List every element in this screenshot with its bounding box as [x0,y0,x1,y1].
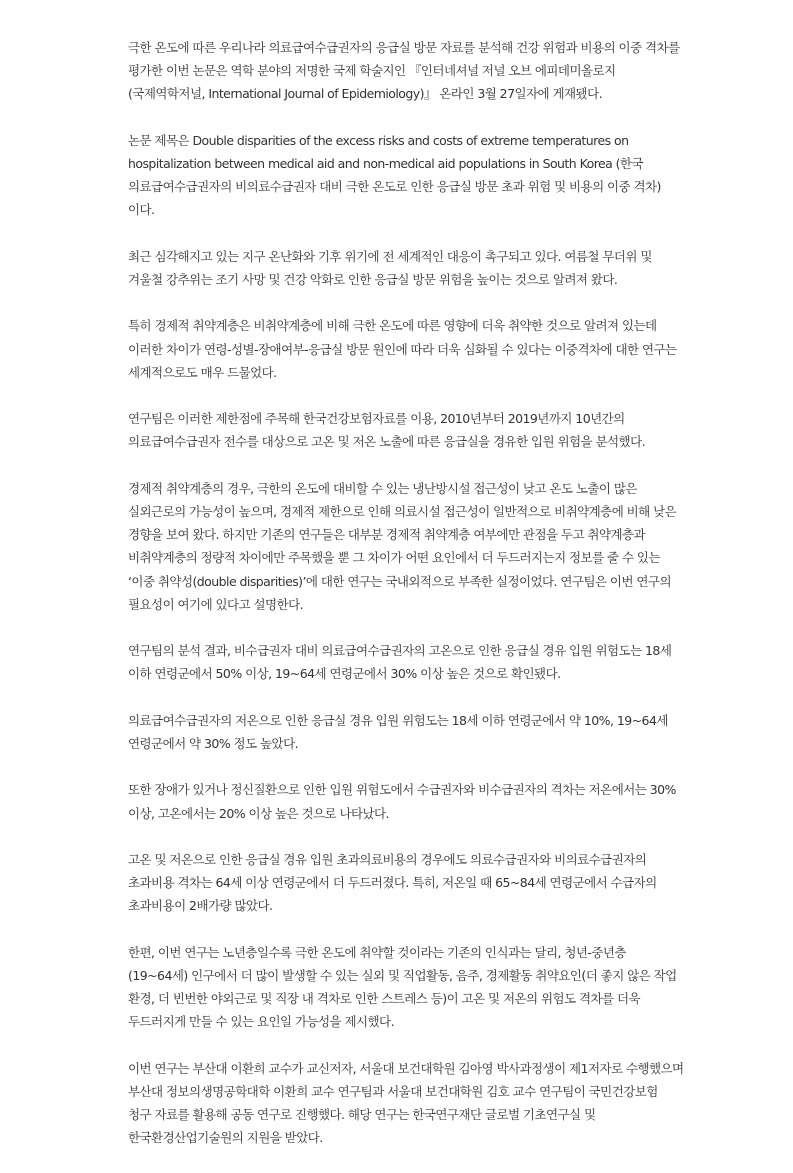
paragraph-result-cold: 의료급여수급권자의 저온으로 인한 응급실 경유 입원 위험도는 18세 이하 연령군에서 약 10%, 19~64세 연령군에서 약 30% 정도 높았다. [128,712,668,751]
paragraph-vulnerability: 특히 경제적 취약계층은 비취약계층에 비해 극한 온도에 따른 영향에 더욱 취약한 것으로 알려져 있는데 이러한 차이가 연령-성별-장애여부-응급실 방문 원인에 따라 더욱 심화될 수 있다는 이중격차에 대한 연구는 세계적으로도 매우 드물었다. [128,318,677,380]
paragraph-result-cost: 고온 및 저온으로 인한 응급실 경유 입원 초과의료비용의 경우에도 의료수급권자와 비의료수급권자의 초과비용 격차는 64세 이상 연령군에서 더 두드러졌다. 특히, 저온일 때 65~84세 연령군에서 수급자의 초과비용이 2배가량 많았다. [128,851,657,914]
paragraph-result-heat: 연구팀의 분석 결과, 비수급권자 대비 의료급여수급권자의 고온으로 인한 응급실 경유 입원 위험도는 18세 이하 연령군에서 50% 이상, 19~64세 연령군에서 30% 이상 높은 것으로 확인됐다. [128,643,672,682]
article-body [128,36,684,1173]
paragraph-climate-context: 최근 심각해지고 있는 지구 온난화와 기후 위기에 전 세계적인 대응이 촉구되고 있다. 여름철 무더위 및 겨울철 강추위는 조기 사망 및 건강 악화로 인한 응급실 방문 위험을 높이는 것으로 알려져 왔다. [128,248,652,287]
paragraph-implication: 한편, 이번 연구는 노년층일수록 극한 온도에 취약할 것이라는 기존의 인식과는 달리, 청년-중년층(19~64세) 인구에서 더 많이 발생할 수 있는 실외 및 직업활동, 음주, 경제활동 취약요인(더 좋지 않은 작업 환경, 더 빈번한 야외근로 및 직장 내 격차로 인한 스트레스 등)이 고온 및 저온의 위험도 격차를 더욱 두드러지게 만들 수 있는 요인일 가능성을 제시했다. [128,944,677,1030]
paragraph-credits: 이번 연구는 부산대 이환희 교수가 교신저자, 서울대 보건대학원 김아영 박사과정생이 제1저자로 수행했으며 부산대 정보의생명공학대학 이환희 교수 연구팀과 서울대 보건대학원 김호 교수 연구팀이 국민건강보험 청구 자료를 활용해 공동 연구로 진행했다. 해당 연구는 한국연구재단 글로벌 기초연구실 및 한국환경산업기술원의 지원을 받았다. [128,1060,684,1146]
paragraph-publication: 극한 온도에 따른 우리나라 의료급여수급권자의 응급실 방문 자료를 분석해 건강 위험과 비용의 이중 격차를 평가한 이번 논문은 역학 분야의 저명한 국제 학술지인 『인터네셔널 저널 오브 에피데미올로지(국제역학저널, International Journal of Epidemiology)』 온라인 3월 27일자에 게재됐다. [128,40,680,102]
paragraph-result-disability: 또한 장애가 있거나 정신질환으로 인한 입원 위험도에서 수급권자와 비수급권자의 격차는 저온에서는 30% 이상, 고온에서는 20% 이상 높은 것으로 나타났다. [128,782,676,821]
paragraph-paper-title: 논문 제목은 Double disparities of the excess risks and costs of extreme temperatures on hospitalization between medical aid and non-medical aid populations in South Korea (한국 의료급여수급권자의 비의료수급권자 대비 극한 온도로 인한 응급실 방문 초과 위험 및 비용의 이중 격차)이다. [128,132,661,218]
paragraph-method: 연구팀은 이러한 제한점에 주목해 한국건강보험자료를 이용, 2010년부터 2019년까지 10년간의 의료급여수급권자 전수를 대상으로 고온 및 저온 노출에 따른 응급실을 경유한 입원 위험을 분석했다. [128,411,646,450]
paragraph-background: 경제적 취약계층의 경우, 극한의 온도에 대비할 수 있는 냉난방시설 접근성이 낮고 온도 노출이 많은 실외근로의 가능성이 높으며, 경제적 제한으로 인해 의료시설 접근성이 일반적으로 비취약계층에 비해 낮은 경향을 보여 왔다. 하지만 기존의 연구들은 대부분 경제적 취약계층 여부에만 관점을 두고 취약계층과 비취약계층의 정량적 차이에만 주목했을 뿐 그 차이가 어떤 요인에서 더 두드러지는지 정보를 줄 수 있는 ‘이중 취약성(double disparities)’에 대한 연구는 국내외적으로 부족한 실정이었다. 연구팀은 이번 연구의 필요성이 여기에 있다고 설명한다. [128,480,677,612]
